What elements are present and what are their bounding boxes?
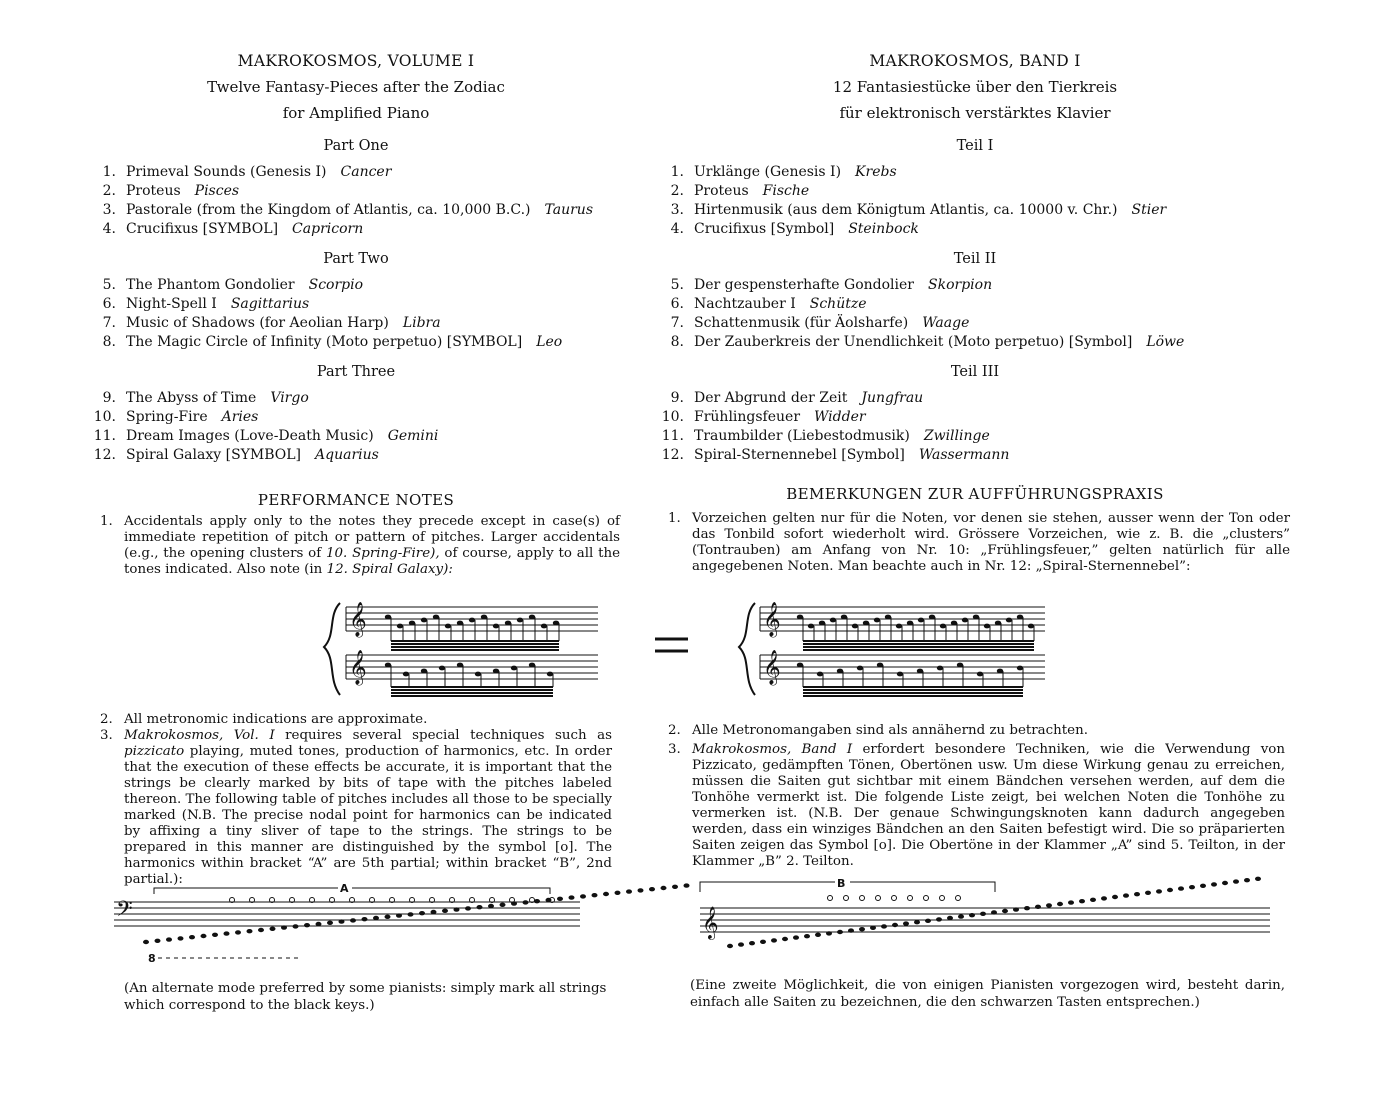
item-number: 5. (102, 277, 116, 293)
list-item (660, 389, 1290, 408)
item-zodiac-sign: Schütze (809, 296, 867, 312)
list-item (660, 220, 1290, 239)
work-list (92, 163, 620, 239)
item-number: 11. (93, 428, 116, 444)
item-title: Spiral Galaxy [SYMBOL] (126, 447, 302, 463)
item-number: 2. (102, 183, 116, 199)
work-list (92, 276, 620, 352)
item-zodiac-sign: Leo (536, 334, 563, 350)
item-number: 5. (670, 277, 684, 293)
item-number: 10. (93, 409, 116, 425)
item-title: Der Zauberkreis der Unendlichkeit (Moto perpetuo) [Symbol] (694, 334, 1133, 350)
list-item (660, 295, 1290, 314)
equals-sign (655, 639, 688, 651)
work-list-german (660, 138, 1290, 465)
item-zodiac-sign: Krebs (855, 164, 897, 180)
item-title: Hirtenmusik (aus dem Königtum Atlantis, ca. 10000 v. Chr.) (694, 202, 1118, 218)
item-number: 1. (102, 164, 116, 180)
svg-text:𝄞: 𝄞 (763, 650, 781, 685)
footer-note-german: (Eine zweite Möglichkeit, die von einigen Pianisten vorgezogen wird, besteht darin, einfach alle Saiten zu bezeichnen, die den schwarzen Tasten entsprechen.) (690, 978, 1285, 1010)
note-2-german: 2. Alle Metronomangaben sind als annähernd zu betrachten. (668, 723, 1088, 738)
note-3-german: 3. Makrokosmos, Band I erfordert besondere Techniken, wie die Verwendung von Pizzicato, gedämpften Tönen, Obertönen usw. Um diese Wirkung genau zu erreichen, müssen die Saiten gut sichtbar mit einem Bändchen versehen werden, auf dem die Tonhöhe vermerkt ist. Die folgende Liste zeigt, bei welchen Noten die Tonhöhe zu vermerken ist. (N.B. Der genaue Schwingungsknoten kann dadurch angegeben werden, dass ein winziges Bändchen an den Saiten befestigt wird. Die so präparierten Saiten zeigen das Symbol [o]. Die Obertöne in der Klammer „A” sind 5. Teilton, in der Klammer „B” 2. Teilton. (668, 742, 1285, 869)
item-title: Spiral-Sternennebel [Symbol] (694, 447, 905, 463)
item-zodiac-sign: Zwillinge (923, 428, 990, 444)
title-english: MAKROKOSMOS, VOLUME I (237, 52, 475, 70)
bracket-a (154, 888, 550, 894)
item-title: Crucifixus [Symbol] (694, 221, 835, 237)
cluster-notes-1 (385, 615, 559, 650)
item-zodiac-sign: Fische (762, 183, 810, 199)
title-german: MAKROKOSMOS, BAND I (869, 52, 1081, 70)
item-title: Night-Spell I (126, 296, 217, 312)
note-3-english: 3. Makrokosmos, Vol. I requires several special techniques such as pizzicato playing, muted tones, production of harmonics, etc. In order that the execution of these effects be accurate, it is important that the strings be clearly marked by bits of tape with the pitches labeled thereon. The following table of pitches includes all those to be specially marked (N.B. The precise nodal point for harmonics can be indicated by affixing a tiny sliver of tape to the strings. The strings to be prepared in this manner are distinguished by the symbol [o]. The harmonics within bracket “A” are 5th partial; within bracket “B”, 2nd partial.): (100, 728, 612, 887)
list-item (92, 182, 620, 201)
cluster-example-score (310, 595, 1400, 705)
work-list (660, 163, 1290, 239)
item-title: Dream Images (Love-Death Music) (126, 428, 374, 444)
item-number: 8. (102, 334, 116, 350)
item-title: Traumbilder (Liebestodmusik) (694, 428, 910, 444)
item-title: Schattenmusik (für Äolsharfe) (694, 315, 909, 331)
ottava-label: 8 (148, 952, 156, 962)
notes-german-continued (660, 723, 1285, 870)
subtitle-english-2: for Amplified Piano (282, 104, 430, 122)
item-zodiac-sign: Cancer (340, 164, 392, 180)
list-item (92, 201, 620, 220)
svg-text:𝄞: 𝄞 (349, 650, 367, 685)
bracket-a-label: A (340, 882, 349, 895)
item-zodiac-sign: Steinbock (848, 221, 919, 237)
item-zodiac-sign: Libra (402, 315, 441, 331)
item-zodiac-sign: Stier (1131, 202, 1167, 218)
list-item (660, 314, 1290, 333)
item-number: 2. (670, 183, 684, 199)
subtitle-english-1: Twelve Fantasy-Pieces after the Zodiac (207, 78, 505, 96)
list-item (660, 408, 1290, 427)
item-number: 12. (661, 447, 684, 463)
item-title: Urklänge (Genesis I) (694, 164, 842, 180)
item-number: 7. (670, 315, 684, 331)
treble-staff-2 (346, 650, 598, 696)
item-zodiac-sign: Wassermann (918, 447, 1010, 463)
note-2-english: 2. All metronomic indications are approximate. (100, 712, 428, 727)
treble-staff-1 (346, 602, 598, 650)
item-zodiac-sign: Widder (814, 409, 866, 425)
item-zodiac-sign: Virgo (270, 390, 309, 406)
notes-english-continued (92, 712, 612, 888)
list-item (660, 333, 1290, 352)
item-title: The Magic Circle of Infinity (Moto perpetuo) [SYMBOL] (126, 334, 523, 350)
item-zodiac-sign: Aries (221, 409, 259, 425)
item-zodiac-sign: Scorpio (308, 277, 364, 293)
item-number: 4. (102, 221, 116, 237)
item-number: 3. (670, 202, 684, 218)
item-number: 8. (670, 334, 684, 350)
item-title: Der gespensterhafte Gondolier (694, 277, 914, 293)
list-item (660, 163, 1290, 182)
english-column (92, 48, 620, 578)
list-item (92, 276, 620, 295)
item-zodiac-sign: Skorpion (928, 277, 993, 293)
item-title: Spring-Fire (126, 409, 208, 425)
item-zodiac-sign: Pisces (194, 183, 240, 199)
subtitle-german-1: 12 Fantasiestücke über den Tierkreis (832, 78, 1118, 96)
note-1-english: 1. Accidentals apply only to the notes they precede except in case(s) of immediate repetition of pitch or pattern of pitches. Larger accidentals (e.g., the opening clusters of 10. Spring-Fire), of course, apply to all the tones indicated. Also note (in 12. Spiral Galaxy): (100, 514, 620, 577)
item-zodiac-sign: Aquarius (315, 447, 379, 463)
item-zodiac-sign: Taurus (544, 202, 594, 218)
performance-notes-heading: PERFORMANCE NOTES (257, 491, 455, 509)
item-title: Nachtzauber I (694, 296, 796, 312)
item-number: 10. (661, 409, 684, 425)
item-title: Crucifixus [SYMBOL] (126, 221, 279, 237)
item-number: 6. (102, 296, 116, 312)
part-heading: Part Three (316, 364, 396, 380)
item-zodiac-sign: Löwe (1146, 334, 1185, 350)
part-heading: Teil I (956, 138, 994, 154)
list-item (92, 314, 620, 333)
svg-text:𝄞: 𝄞 (702, 906, 719, 939)
item-title: Music of Shadows (for Aeolian Harp) (126, 315, 389, 331)
part-heading: Part Two (323, 251, 389, 267)
list-item (660, 446, 1290, 465)
svg-text:𝄢: 𝄢 (116, 897, 133, 927)
note-1-german: 1. Vorzeichen gelten nur für die Noten, vor denen sie stehen, ausser wenn der Ton oder das Tonbild sofort wiederholt wird. Grössere Vorzeichen, wie z. B. die „clusters” (Tontrauben) am Anfang von Nr. 10: „Frühlingsfeuer,” gelten natürlich für alle angegebenen Noten. Man beachte auch in Nr. 12: „Spiral-Sternennebel”: (668, 511, 1290, 574)
item-title: Der Abgrund der Zeit (694, 390, 848, 406)
svg-text:𝄞: 𝄞 (763, 602, 781, 637)
treble-staff-4 (760, 650, 1045, 696)
right-grand-staff (739, 602, 1045, 696)
list-item (660, 427, 1290, 446)
item-number: 1. (670, 164, 684, 180)
bracket-b-label: B (837, 877, 846, 890)
item-number: 7. (102, 315, 116, 331)
item-zodiac-sign: Capricorn (292, 221, 364, 237)
subtitle-german-2: für elektronisch verstärktes Klavier (839, 104, 1111, 122)
left-grand-staff (324, 602, 598, 696)
work-list-english (92, 138, 620, 465)
pitch-table-score (110, 872, 1290, 962)
bracket-b (700, 882, 995, 892)
list-item (92, 163, 620, 182)
pitch-table-staff (114, 877, 1270, 949)
item-number: 9. (102, 390, 116, 406)
list-item (92, 446, 620, 465)
item-number: 3. (102, 202, 116, 218)
performance-notes-heading-german: BEMERKUNGEN ZUR AUFFÜHRUNGSPRAXIS (786, 485, 1164, 503)
list-item (92, 220, 620, 239)
brace-left (324, 603, 340, 695)
brace-right (739, 603, 755, 695)
svg-text:𝄞: 𝄞 (349, 602, 367, 637)
list-item (92, 408, 620, 427)
item-number: 6. (670, 296, 684, 312)
german-column (660, 48, 1290, 575)
part-heading: Teil III (950, 364, 1000, 380)
item-number: 12. (93, 447, 116, 463)
list-item (92, 427, 620, 446)
item-title: Primeval Sounds (Genesis I) (126, 164, 327, 180)
item-zodiac-sign: Jungfrau (861, 390, 924, 406)
list-item (92, 333, 620, 352)
work-list (660, 276, 1290, 352)
item-zodiac-sign: Waage (922, 315, 970, 331)
item-zodiac-sign: Sagittarius (230, 296, 310, 312)
item-number: 4. (670, 221, 684, 237)
part-heading: Teil II (953, 251, 997, 267)
item-title: Frühlingsfeuer (694, 409, 801, 425)
part-heading: Part One (323, 138, 389, 154)
work-list (92, 389, 620, 465)
item-title: Pastorale (from the Kingdom of Atlantis, ca. 10,000 B.C.) (126, 202, 531, 218)
expanded-notes-1 (797, 615, 1034, 650)
treble-staff-3 (760, 602, 1045, 650)
work-list (660, 389, 1290, 465)
item-title: Proteus (694, 183, 749, 199)
item-number: 11. (661, 428, 684, 444)
item-zodiac-sign: Gemini (387, 428, 439, 444)
list-item (660, 201, 1290, 220)
list-item (92, 389, 620, 408)
item-title: The Abyss of Time (126, 390, 257, 406)
list-item (660, 276, 1290, 295)
list-item (660, 182, 1290, 201)
item-title: The Phantom Gondolier (126, 277, 295, 293)
item-number: 9. (670, 390, 684, 406)
list-item (92, 295, 620, 314)
item-title: Proteus (126, 183, 181, 199)
footer-note-english: (An alternate mode preferred by some pianists: simply mark all strings which correspond to the black keys.) (124, 981, 607, 1013)
